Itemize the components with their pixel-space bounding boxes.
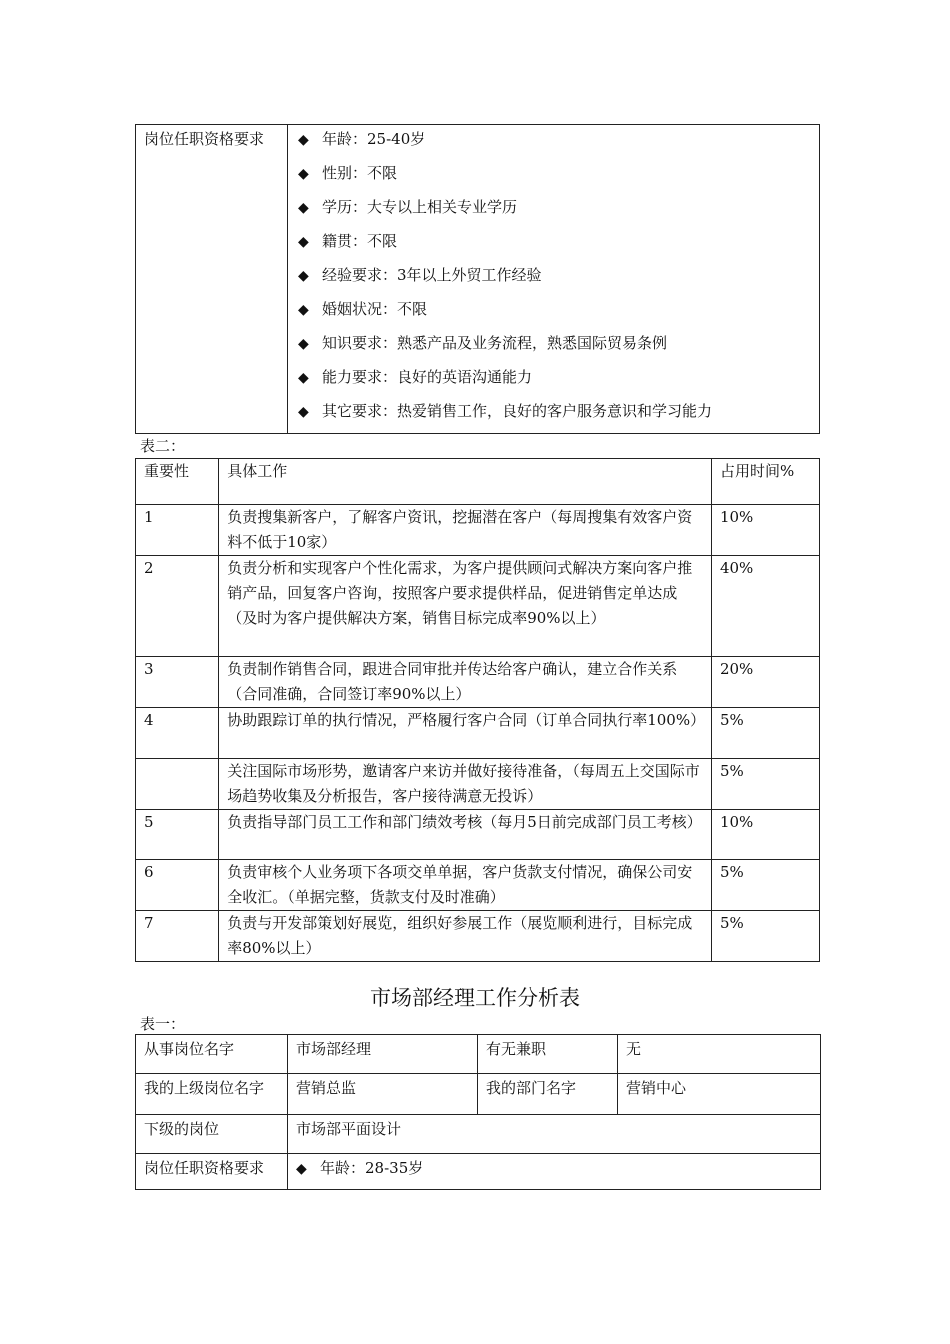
- importance-cell: 5: [136, 810, 219, 860]
- diamond-bullet-icon: ◆: [296, 1161, 307, 1177]
- diamond-bullet-icon: ◆: [298, 200, 309, 216]
- qualification-item: ◆ 能力要求：良好的英语沟通能力: [298, 365, 811, 399]
- position-row: [136, 1035, 821, 1074]
- work-cell: 关注国际市场形势，邀请客户来访并做好接待准备，（每周五上交国际市场趋势收集及分析报告，客户接待满意无投诉）: [219, 759, 712, 810]
- diamond-bullet-icon: ◆: [298, 370, 309, 386]
- subordinate-row: [136, 1115, 821, 1154]
- qualifications-label: 岗位任职资格要求: [136, 125, 288, 434]
- diamond-bullet-icon: ◆: [298, 336, 309, 352]
- work-cell: 协助跟踪订单的执行情况，严格履行客户合同（订单合同执行率100%）: [219, 708, 712, 759]
- work-cell: 负责审核个人业务项下各项交单单据，客户货款支付情况，确保公司安全收汇。（单据完整，货款支付及时准确）: [219, 860, 712, 911]
- dept-label: 我的部门名字: [478, 1074, 618, 1115]
- dept-value: 营销中心: [618, 1074, 821, 1115]
- qualification-item: ◆ 年龄：25-40岁: [298, 127, 811, 161]
- qualifications-table: [135, 124, 820, 434]
- work-cell: 负责搜集新客户，了解客户资讯，挖掘潜在客户（每周搜集有效客户资料不低于10家）: [219, 505, 712, 556]
- importance-cell: 7: [136, 911, 219, 962]
- superior-value: 营销总监: [288, 1074, 478, 1115]
- importance-cell: 1: [136, 505, 219, 556]
- time-cell: 5%: [711, 860, 819, 911]
- position-value: 市场部经理: [288, 1035, 478, 1074]
- qualifications-row: [136, 125, 820, 434]
- table-row: [136, 657, 820, 708]
- duties-header-row: [136, 459, 820, 505]
- duties-table: [135, 458, 820, 962]
- job-info-table: [135, 1034, 821, 1190]
- section-title: 市场部经理工作分析表: [370, 986, 580, 1010]
- superior-row: [136, 1074, 821, 1115]
- time-cell: 10%: [711, 810, 819, 860]
- time-cell: 10%: [711, 505, 819, 556]
- importance-cell: 4: [136, 708, 219, 759]
- importance-cell: 3: [136, 657, 219, 708]
- table-row: [136, 708, 820, 759]
- work-cell: 负责与开发部策划好展览，组织好参展工作（展览顺利进行，目标完成率80%以上）: [219, 911, 712, 962]
- work-cell: 负责制作销售合同，跟进合同审批并传达给客户确认，建立合作关系（合同准确，合同签订率90%以上）: [219, 657, 712, 708]
- position-label: 从事岗位名字: [136, 1035, 288, 1074]
- header-work: 具体工作: [219, 459, 712, 505]
- qual-first-item: ◆ 年龄：28-35岁: [288, 1154, 821, 1190]
- qual-row: [136, 1154, 821, 1190]
- time-cell: 40%: [711, 556, 819, 657]
- time-cell: 5%: [711, 911, 819, 962]
- qualifications-list: [296, 125, 811, 433]
- importance-cell: 2: [136, 556, 219, 657]
- qualification-item: ◆ 知识要求：熟悉产品及业务流程，熟悉国际贸易条例: [298, 331, 811, 365]
- table-row: [136, 505, 820, 556]
- time-cell: 5%: [711, 708, 819, 759]
- qualification-item: ◆ 其它要求：热爱销售工作，良好的客户服务意识和学习能力: [298, 399, 811, 433]
- parttime-value: 无: [618, 1035, 821, 1074]
- header-importance: 重要性: [136, 459, 219, 505]
- diamond-bullet-icon: ◆: [298, 166, 309, 182]
- superior-label: 我的上级岗位名字: [136, 1074, 288, 1115]
- qual-label: 岗位任职资格要求: [136, 1154, 288, 1190]
- work-cell: 负责指导部门员工工作和部门绩效考核（每月5日前完成部门员工考核）: [219, 810, 712, 860]
- header-time: 占用时间%: [711, 459, 819, 505]
- table1-caption: 表一：: [140, 1015, 186, 1033]
- qualification-item: ◆ 性别：不限: [298, 161, 811, 195]
- work-cell: 负责分析和实现客户个性化需求，为客户提供顾问式解决方案向客户推销产品，回复客户咨询，按照客户要求提供样品，促进销售定单达成（及时为客户提供解决方案，销售目标完成率90%以上）: [219, 556, 712, 657]
- diamond-bullet-icon: ◆: [298, 268, 309, 284]
- diamond-bullet-icon: ◆: [298, 234, 309, 250]
- qualification-item: ◆ 籍贯：不限: [298, 229, 811, 263]
- diamond-bullet-icon: ◆: [298, 132, 309, 148]
- subordinate-label: 下级的岗位: [136, 1115, 288, 1154]
- diamond-bullet-icon: ◆: [298, 302, 309, 318]
- importance-cell: [136, 759, 219, 810]
- diamond-bullet-icon: ◆: [298, 404, 309, 420]
- table2-caption: 表二：: [140, 437, 186, 455]
- table-row: [136, 911, 820, 962]
- qualification-item: ◆ 婚姻状况：不限: [298, 297, 811, 331]
- importance-cell: 6: [136, 860, 219, 911]
- subordinate-value: 市场部平面设计: [288, 1115, 821, 1154]
- table-row: [136, 556, 820, 657]
- qualifications-list-cell: [288, 125, 820, 434]
- parttime-label: 有无兼职: [478, 1035, 618, 1074]
- table-row: [136, 759, 820, 810]
- table-row: [136, 860, 820, 911]
- qualification-item: ◆ 经验要求：3年以上外贸工作经验: [298, 263, 811, 297]
- table-row: [136, 810, 820, 860]
- qualification-item: ◆ 学历：大专以上相关专业学历: [298, 195, 811, 229]
- time-cell: 20%: [711, 657, 819, 708]
- time-cell: 5%: [711, 759, 819, 810]
